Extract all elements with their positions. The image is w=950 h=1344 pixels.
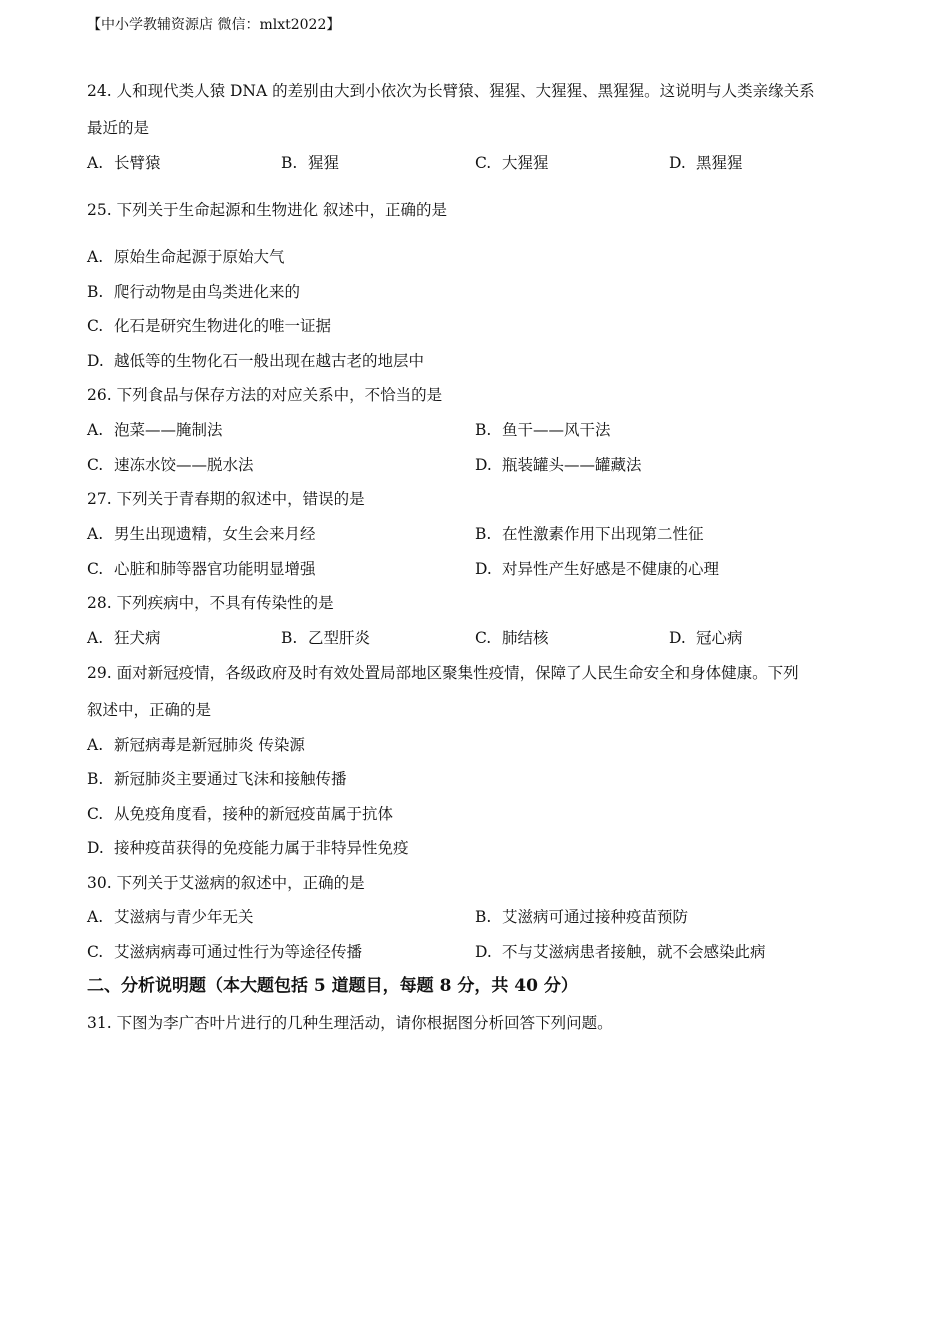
section-2-heading: 二、分析说明题（本大题包括 5 道题目，每题 8 分，共 40 分） — [87, 976, 578, 996]
question-30-option-c: C. 艾滋病病毒可通过性行为等途径传播 — [87, 943, 363, 961]
question-30-option-b: B. 艾滋病可通过接种疫苗预防 — [475, 908, 689, 926]
question-27-option-c: C. 心脏和肺等器官功能明显增强 — [87, 560, 316, 578]
question-24-stem: 24. 人和现代类人猿 DNA 的差别由大到小依次为长臂猿、猩猩、大猩猩、黑猩猩。这说明与人类亲缘关系 — [87, 82, 815, 100]
question-28-option-b: B. 乙型肝炎 — [281, 629, 371, 647]
question-29-option-a: A. 新冠病毒是新冠肺炎 传染源 — [87, 736, 305, 754]
question-26-option-b: B. 鱼干——风干法 — [475, 421, 611, 439]
question-29-stem: 29. 面对新冠疫情，各级政府及时有效处置局部地区聚集性疫情，保障了人民生命安全和身体健康。下列 — [87, 664, 799, 682]
page-header: 【中小学教辅资源店 微信：mlxt2022】 — [87, 17, 341, 33]
question-24-option-d: D. 黑猩猩 — [669, 154, 743, 172]
question-28-option-c: C. 肺结核 — [475, 629, 549, 647]
question-26-option-c: C. 速冻水饺——脱水法 — [87, 456, 254, 474]
question-27-option-a: A. 男生出现遗精，女生会来月经 — [87, 525, 316, 543]
question-24-option-a: A. 长臂猿 — [87, 154, 161, 172]
question-29-option-b: B. 新冠肺炎主要通过飞沫和接触传播 — [87, 770, 347, 788]
question-29-option-d: D. 接种疫苗获得的免疫能力属于非特异性免疫 — [87, 839, 409, 857]
question-25-option-b: B. 爬行动物是由鸟类进化来的 — [87, 283, 301, 301]
question-25-option-d: D. 越低等的生物化石一般出现在越古老的地层中 — [87, 352, 425, 370]
question-28-stem: 28. 下列疾病中，不具有传染性的是 — [87, 594, 334, 612]
question-24-option-b: B. 猩猩 — [281, 154, 340, 172]
question-31-stem: 31. 下图为李广杏叶片进行的几种生理活动，请你根据图分析回答下列问题。 — [87, 1014, 613, 1032]
question-27-option-b: B. 在性激素作用下出现第二性征 — [475, 525, 704, 543]
question-25-stem: 25. 下列关于生命起源和生物进化 叙述中，正确的是 — [87, 201, 448, 219]
question-25-option-a: A. 原始生命起源于原始大气 — [87, 248, 285, 266]
question-26-stem: 26. 下列食品与保存方法的对应关系中，不恰当的是 — [87, 386, 443, 404]
question-27-stem: 27. 下列关于青春期的叙述中，错误的是 — [87, 490, 365, 508]
question-29-stem-cont: 叙述中，正确的是 — [87, 701, 212, 719]
question-28-option-d: D. 冠心病 — [669, 629, 743, 647]
question-27-option-d: D. 对异性产生好感是不健康的心理 — [475, 560, 720, 578]
question-30-option-a: A. 艾滋病与青少年无关 — [87, 908, 254, 926]
question-30-option-d: D. 不与艾滋病患者接触，就不会感染此病 — [475, 943, 766, 961]
question-24-stem-cont: 最近的是 — [87, 119, 150, 137]
question-28-option-a: A. 狂犬病 — [87, 629, 161, 647]
question-24-option-c: C. 大猩猩 — [475, 154, 549, 172]
question-26-option-d: D. 瓶装罐头——罐藏法 — [475, 456, 642, 474]
question-30-stem: 30. 下列关于艾滋病的叙述中，正确的是 — [87, 874, 365, 892]
question-29-option-c: C. 从免疫角度看，接种的新冠疫苗属于抗体 — [87, 805, 394, 823]
question-26-option-a: A. 泡菜——腌制法 — [87, 421, 223, 439]
question-25-option-c: C. 化石是研究生物进化的唯一证据 — [87, 317, 332, 335]
